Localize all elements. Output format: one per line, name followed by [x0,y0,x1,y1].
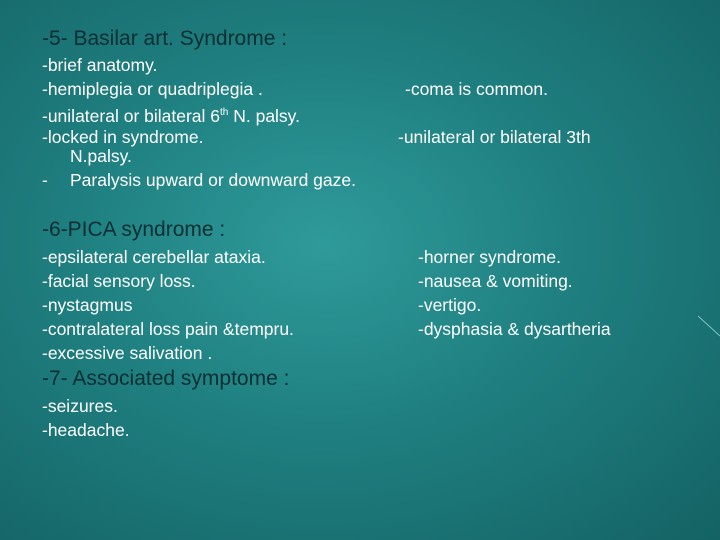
pica-left-item: -facial sensory loss. [42,271,196,291]
pica-left-item: -nystagmus [42,295,133,315]
basilar-item-npalsy: N.palsy. [70,146,132,166]
basilar-bullet-dash: - [42,170,48,190]
section-6-heading: -6-PICA syndrome : [42,218,226,241]
basilar-item-6th-palsy [42,102,300,127]
basilar-item-locked-in: -locked in syndrome. [42,127,204,147]
basilar-item-brief-anatomy: -brief anatomy. [42,55,158,75]
pica-right-item: -vertigo. [418,295,482,315]
section-7-title: Associated symptome : [67,367,290,390]
pica-left-item: -excessive salivation . [42,343,213,363]
section-5-heading: -5- Basilar art. Syndrome : [42,27,288,50]
associated-item: -headache. [42,420,130,440]
section-7-number: -7- [42,367,68,390]
basilar-6th-superscript: th [220,107,229,118]
associated-item: -seizures. [42,396,118,416]
pica-left-item: -epsilateral cerebellar ataxia. [42,247,266,267]
basilar-6th-text-end: N. palsy. [228,106,300,126]
pica-right-item: -horner syndrome. [418,247,561,267]
decorative-diagonal-line [692,312,720,340]
pica-right-item: -nausea & vomiting. [418,271,573,291]
pica-right-item: -dysphasia & dysartheria [418,319,611,339]
section-7-heading [42,367,289,391]
basilar-item-coma: -coma is common. [405,79,548,99]
basilar-item-paralysis-gaze: Paralysis upward or downward gaze. [70,170,356,190]
pica-left-item: -contralateral loss pain &tempru. [42,319,294,339]
basilar-item-hemiplegia: -hemiplegia or quadriplegia . [42,79,263,99]
basilar-item-3th-palsy: -unilateral or bilateral 3th [398,127,591,147]
basilar-6th-text: -unilateral or bilateral 6 [42,106,221,126]
